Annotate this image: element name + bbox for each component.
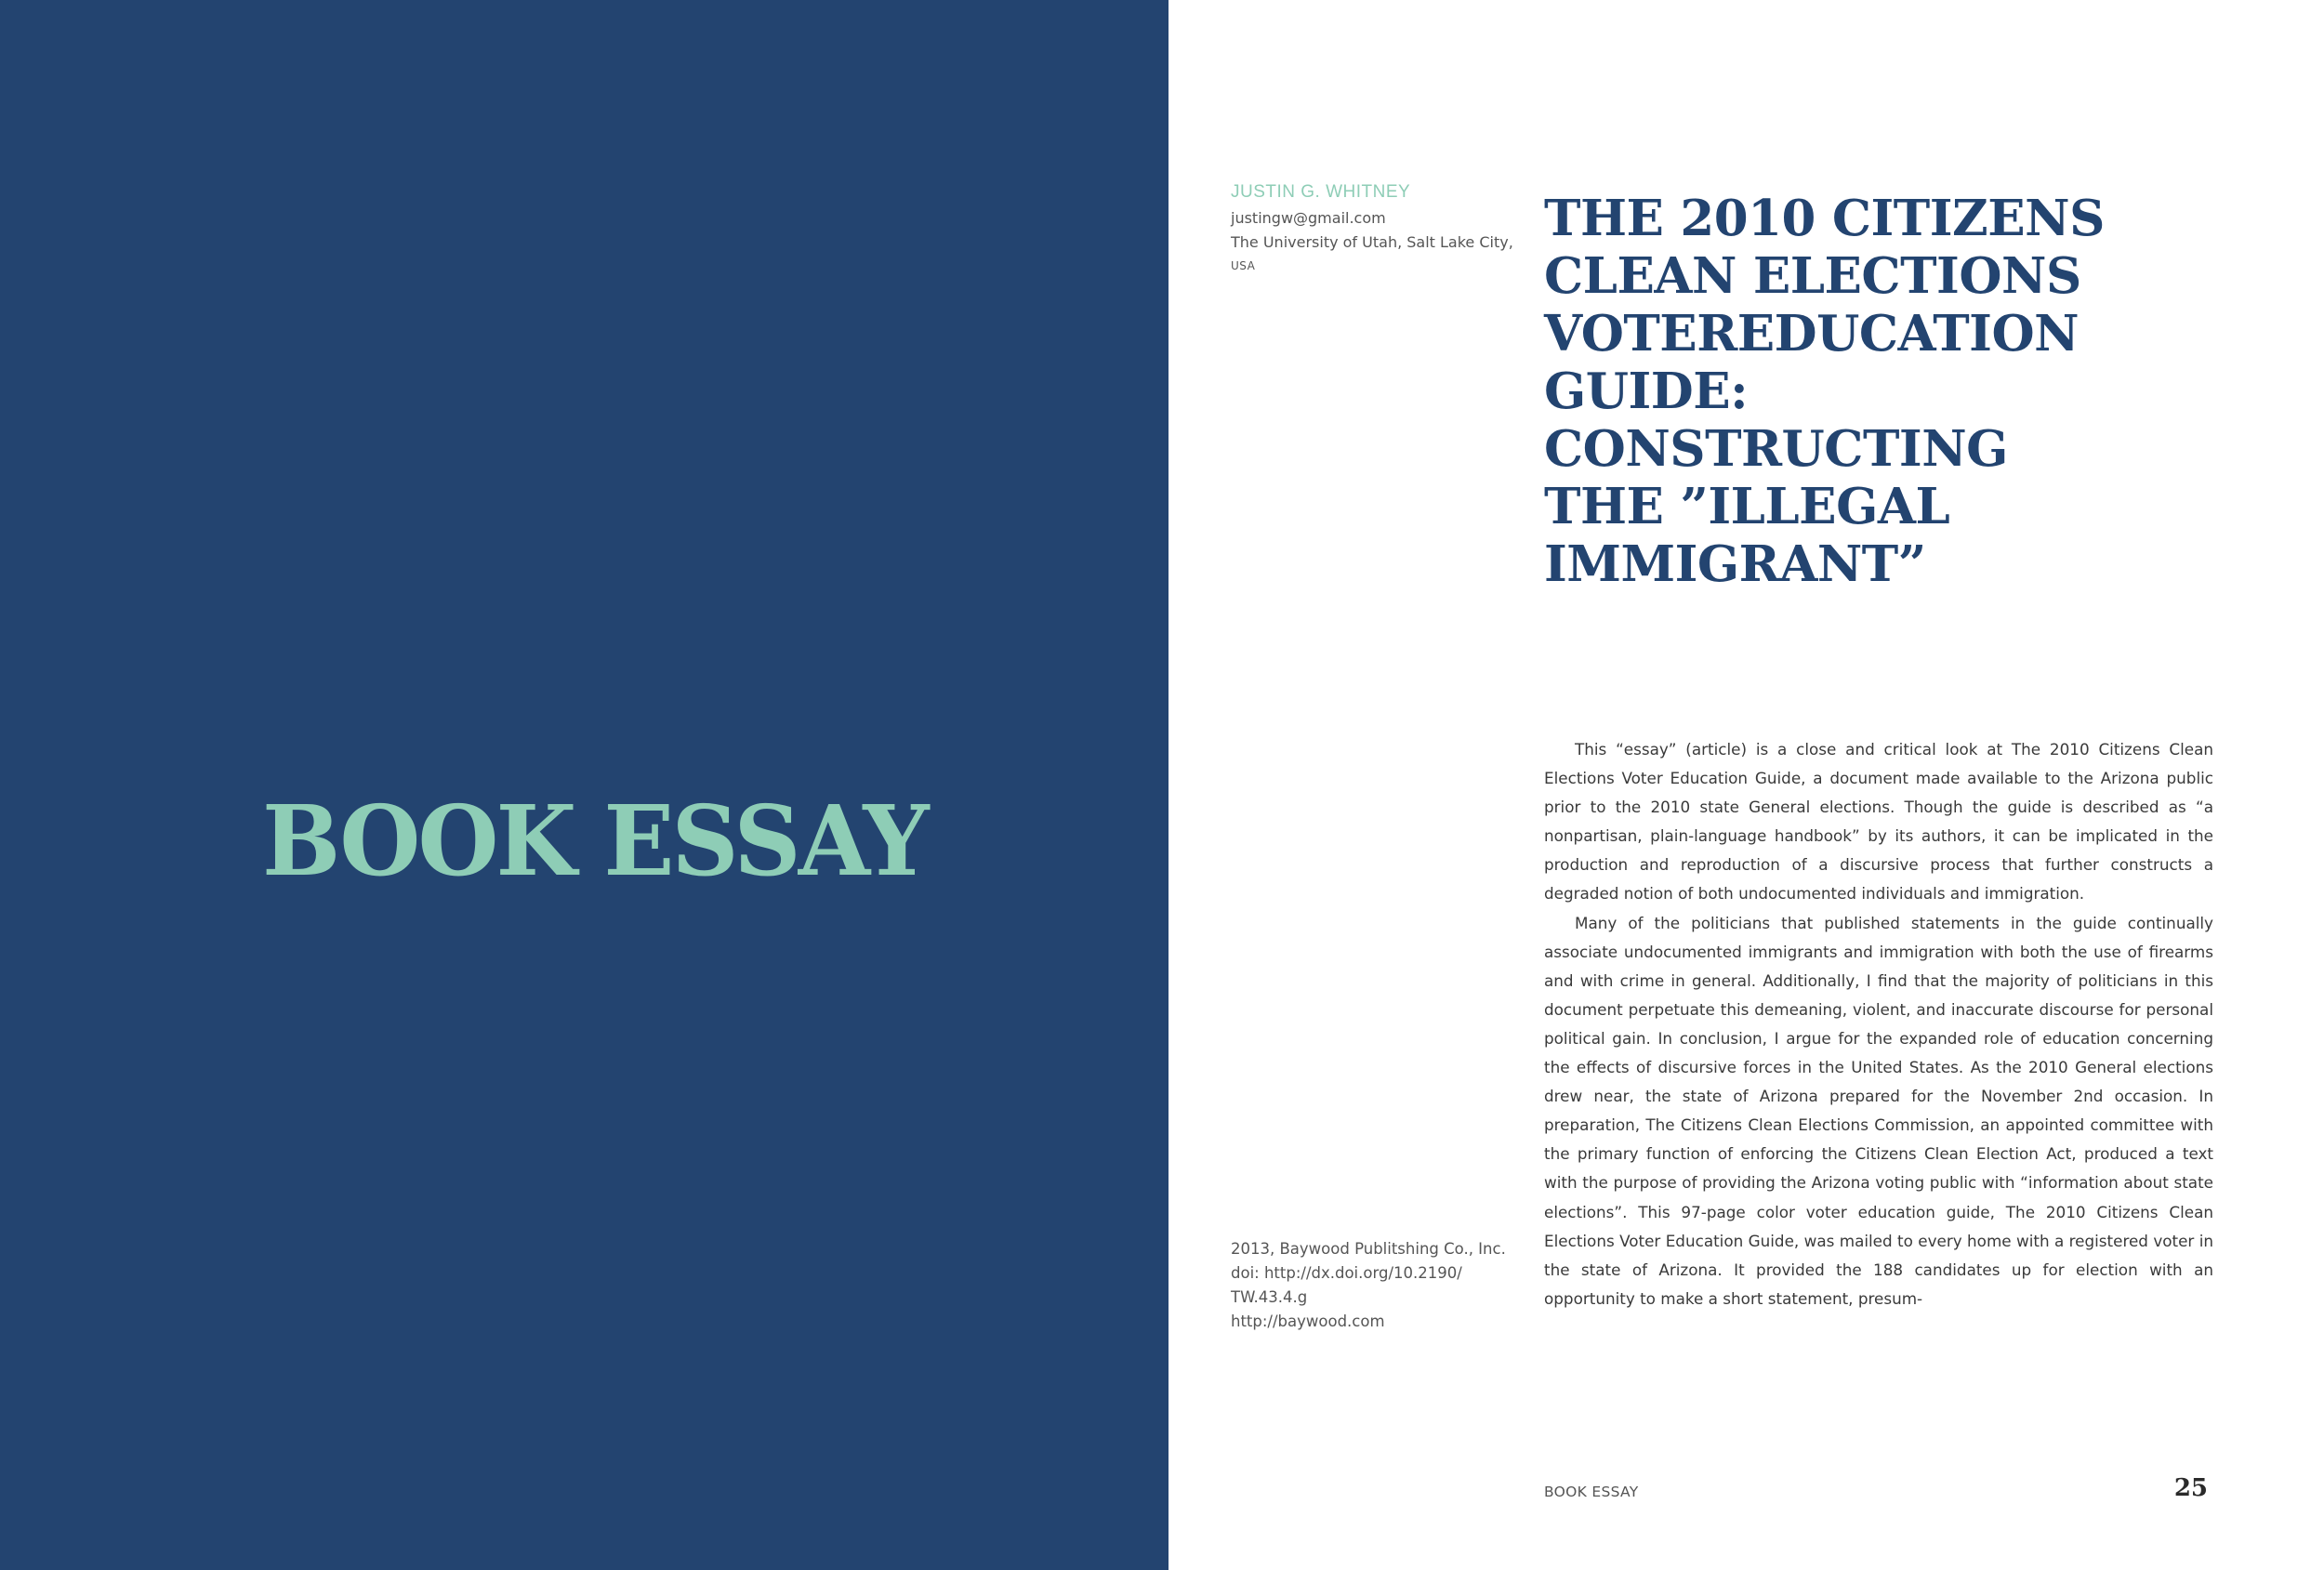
title-line: VOTEREDUCATION	[1544, 305, 2080, 363]
article-title	[1544, 190, 2213, 593]
title-line: THE ”ILLEGAL	[1544, 478, 1950, 535]
title-line: GUIDE: CONSTRUCTING	[1544, 363, 2008, 478]
page-number: 25	[2173, 1474, 2208, 1502]
author-email[interactable]: justingw@gmail.com	[1231, 209, 1386, 227]
author-affiliation: The University of Utah, Salt Lake City,	[1231, 233, 1513, 251]
author-info	[1231, 180, 1519, 277]
title-line: IMMIGRANT”	[1544, 535, 1926, 593]
doi-line-continued: TW.43.4.g	[1231, 1288, 1308, 1306]
publisher-line: 2013, Baywood Publitshing Co., Inc.	[1231, 1240, 1506, 1258]
section-title: BOOK ESSAY	[262, 784, 927, 898]
publisher-website-link[interactable]: http://baywood.com	[1231, 1313, 1385, 1330]
running-head: BOOK ESSAY	[1544, 1484, 1639, 1500]
title-line: CLEAN ELECTIONS	[1544, 247, 2081, 305]
publication-info	[1231, 1237, 1519, 1334]
title-line: THE 2010 CITIZENS	[1544, 190, 2105, 247]
body-paragraph: Many of the politicians that published statements in the guide continually associate undocumented immigrants and immigration with both the use of firearms and with crime in general. Additionally, I find that the majority of politicians in this document perpetuate this demeaning, violent, and inaccurate discourse for personal political gain. In conclusion, I argue for the expanded role of education concerning the effects of discursive forces in the United States. As the 2010 General elections drew near, the state of Arizona prepared for the November 2nd occasion. In preparation, The Citizens Clean Elections Commission, an appointed committee with the primary function of enforcing the Citizens Clean Election Act, produced a text with the purpose of providing the Arizona voting public with “information about state elections”. This 97-page color voter education guide, The 2010 Citizens Clean Elections Voter Education Guide, was mailed to every home with a registered voter in the state of Arizona. It provided the 188 candidates up for election with an opportunity to make a short statement, presum-	[1544, 913, 2213, 1308]
author-name: JUSTIN G. WHITNEY	[1231, 182, 1411, 202]
article-body	[1544, 735, 2213, 1313]
author-country: USA	[1231, 259, 1256, 272]
doi-line[interactable]: doi: http://dx.doi.org/10.2190/	[1231, 1264, 1462, 1282]
body-paragraph: This “essay” (article) is a close and critical look at The 2010 Citizens Clean Elections Voter Education Guide, a document made available to the Arizona public prior to the 2010 state General elections. Though the guide is described as “a nonpartisan, plain-language handbook” by its authors, it can be implicated in the production and reproduction of a discursive process that further constructs a degraded notion of both undocumented individuals and immigration.	[1544, 740, 2213, 904]
